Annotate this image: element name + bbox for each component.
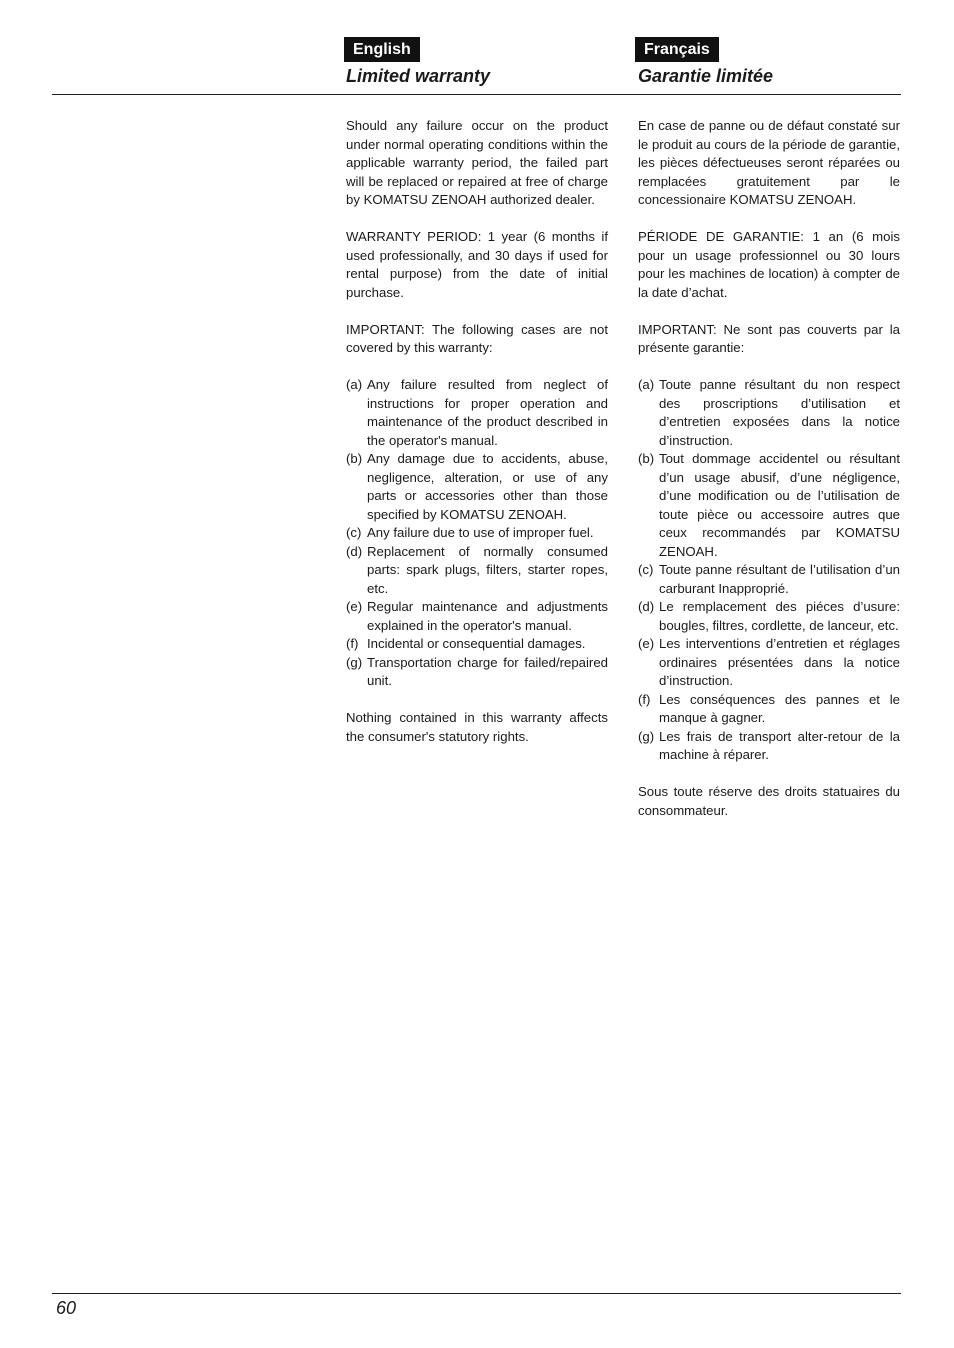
english-closing: Nothing contained in this warranty affects the consumer's statutory rights. [346,710,608,744]
english-exclusion-list [346,376,608,691]
french-closing: Sous toute réserve des droits statuaires du consommateur. [638,784,900,818]
french-intro: En case de panne ou de défaut constaté sur le produit au cours de la période de garantie, les pièces défectueuses seront réparées ou remplacées gratuitement par le concessionaire KOMATSU ZENOAH. [638,118,900,207]
english-warranty-period: WARRANTY PERIOD: 1 year (6 months if used professionally, and 30 days if used for rental purpose) from the date of initial purchase. [346,229,608,300]
french-section-title: Garantie limitée [638,66,774,86]
list-item: (g) Transportation charge for failed/repaired unit. [346,654,608,688]
list-item: (e) Regular maintenance and adjustments explained in the operator's manual. [346,599,608,633]
list-item: (d) Replacement of normally consumed parts: spark plugs, filters, starter ropes, etc. [346,543,608,596]
french-warranty-period: PÉRIODE DE GARANTIE: 1 an (6 mois pour un usage professionnel ou 30 lours pour les machines de location) à compter de la date d’achat. [638,229,900,300]
footer-divider [52,1293,901,1294]
french-exclusion-list [638,376,900,765]
english-column [346,117,608,765]
page-number: 60 [56,1298,77,1318]
list-item: (a) Any failure resulted from neglect of instructions for proper operation and maintenance of the product described in the operator's manual. [346,377,608,448]
list-item: (c) Toute panne résultant de l’utilisation d’un carburant Inapproprié. [638,562,900,596]
french-language-tag: Français [635,37,719,62]
list-item: (c) Any failure due to use of improper fuel. [346,525,594,540]
list-item: (g) Les frais de transport alter-retour de la machine à réparer. [638,728,900,762]
french-column [638,117,900,839]
english-intro: Should any failure occur on the product under normal operating conditions within the applicable warranty period, the failed part will be replaced or repaired at free of charge by KOMATSU ZENOAH authorized dealer. [346,118,608,207]
english-section-title: Limited warranty [346,66,491,86]
list-item: (f) Incidental or consequential damages. [346,636,586,651]
list-item: (b) Tout dommage accidentel ou résultant d’un usage abusif, d’une négligence, d’une modification ou de l’utilisation de toute pièce ou accessoire autres que ceux recommandés par KOMATSU ZENOAH. [638,451,900,559]
english-language-tag: English [344,37,420,62]
french-important: IMPORTANT: Ne sont pas couverts par la présente garantie: [638,321,900,355]
list-item: (f) Les conséquences des pannes et le manque à gagner. [638,691,900,725]
list-item: (a) Toute panne résultant du non respect des proscriptions d’utilisation et d’entretien exposées dans la notice d’instruction. [638,377,900,448]
list-item: (d) Le remplacement des piéces d’usure: bougles, filtres, cordlette, de lanceur, etc. [638,599,900,633]
header-divider [52,94,901,95]
list-item: (b) Any damage due to accidents, abuse, negligence, alteration, or use of any parts or accessories other than those specified by KOMATSU ZENOAH. [346,451,608,522]
list-item: (e) Les interventions d’entretien et réglages ordinaires présentées dans la notice d’instruction. [638,636,900,688]
english-important: IMPORTANT: The following cases are not covered by this warranty: [346,321,608,355]
